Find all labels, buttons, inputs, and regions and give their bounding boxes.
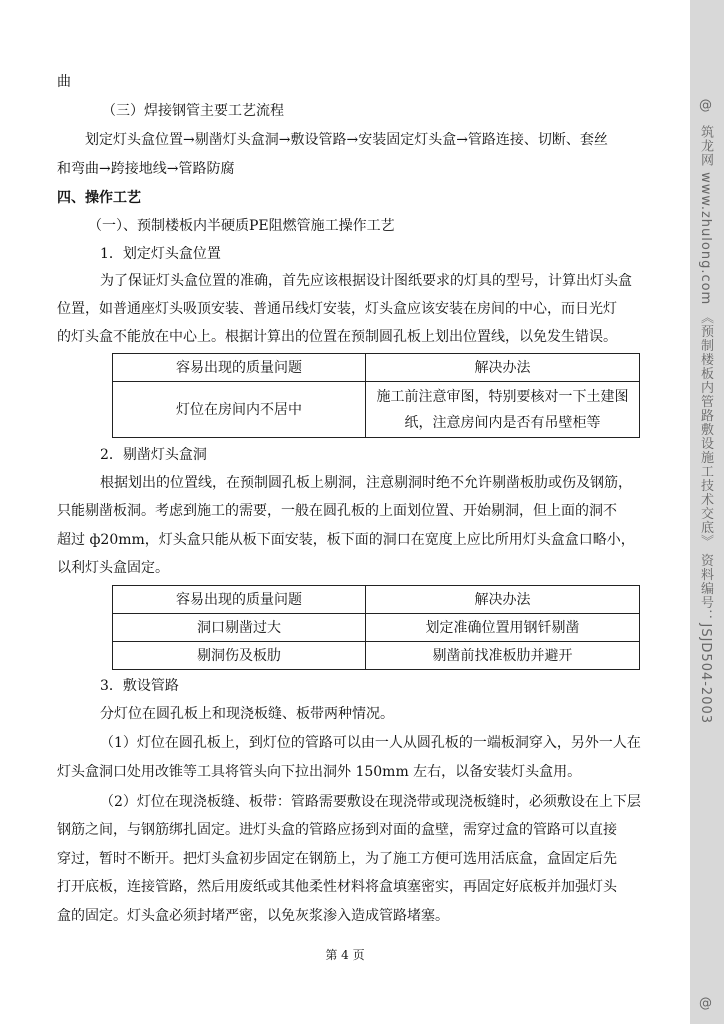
text-line: 灯头盒洞口处用改锥等工具将管头向下拉出洞外 150mm 左右，以备安装灯头盒用。 bbox=[57, 764, 582, 780]
table-cell bbox=[366, 382, 640, 438]
text-line: 钢筋之间，与钢筋绑扎固定。进灯头盒的管路应扬到对面的盒壁，需穿过盒的管路可以直接 bbox=[57, 822, 617, 838]
text-line: 穿过，暂时不断开。把灯头盒初步固定在钢筋上，为了施工方便可选用活底盒，盒固定后先 bbox=[57, 851, 617, 867]
text-line: 划定灯头盒位置→剔凿灯头盒洞→敷设管路→安装固定灯头盒→管路连接、切断、套丝 bbox=[85, 132, 608, 148]
section-heading: （一）、预制楼板内半硬质PE阻燃管施工操作工艺 bbox=[88, 218, 395, 234]
at-symbol: @ bbox=[699, 996, 712, 1011]
text-line: 打开底板，连接管路，然后用废纸或其他柔性材料将盒填塞密实，再固定好底板并加强灯头 bbox=[57, 879, 617, 895]
text-line: 曲 bbox=[57, 74, 71, 90]
table-cell: 剔凿前找准板肋并避开 bbox=[366, 642, 640, 670]
text-line: 和弯曲→跨接地线→管路防腐 bbox=[57, 161, 235, 177]
text-line: （2）灯位在现浇板缝、板带：管路需要敷设在现浇带或现浇板缝时，必须敷设在上下层 bbox=[100, 794, 641, 810]
table-row bbox=[113, 614, 640, 642]
text-line: 盒的固定。灯头盒必须封堵严密，以免灰浆渗入造成管路堵塞。 bbox=[57, 908, 449, 924]
table-cell-line: 施工前注意审图，特别要核对一下土建图 bbox=[376, 388, 629, 405]
subsection-heading: 2．剔凿灯头盒洞 bbox=[100, 447, 207, 463]
quality-table-2 bbox=[112, 585, 640, 670]
table-cell: 灯位在房间内不居中 bbox=[113, 382, 366, 438]
subsection-heading: 1．划定灯头盒位置 bbox=[100, 246, 221, 262]
sidebar-text: 筑龙网 www.zhulong.com 《预制楼板内管路敷设施工技术交底》 资料编号：JSJD504-2003 bbox=[698, 125, 713, 725]
text-line: 超过 ф20mm，灯头盒只能从板下面安装，板下面的洞口在宽度上应比所用灯头盒盒口略小， bbox=[57, 532, 635, 548]
chapter-heading: 四、操作工艺 bbox=[57, 190, 141, 206]
table-cell: 洞口剔凿过大 bbox=[113, 614, 366, 642]
table-header: 容易出现的质量问题 bbox=[113, 354, 366, 382]
table-cell: 剔洞伤及板肋 bbox=[113, 642, 366, 670]
table-cell: 划定准确位置用钢钎剔凿 bbox=[366, 614, 640, 642]
table-header: 解决办法 bbox=[366, 586, 640, 614]
text-line: 只能剔凿板洞。考虑到施工的需要，一般在圆孔板的上面划位置、开始剔洞，但上面的洞不 bbox=[57, 503, 617, 519]
table-row bbox=[113, 642, 640, 670]
table-cell-line: 纸，注意房间内是否有吊壁柜等 bbox=[404, 414, 601, 431]
text-line: 为了保证灯头盒位置的准确，首先应该根据设计图纸要求的灯具的型号，计算出灯头盒 bbox=[100, 273, 632, 289]
text-line: 位置，如普通座灯头吸顶安装、普通吊线灯安装，灯头盒应该安装在房间的中心，而日光灯 bbox=[57, 301, 617, 317]
table-header: 解决办法 bbox=[366, 354, 640, 382]
subsection-heading: 3．敷设管路 bbox=[100, 678, 179, 694]
text-line: 分灯位在圆孔板上和现浇板缝、板带两种情况。 bbox=[100, 706, 394, 722]
document-sidebar bbox=[690, 0, 724, 1024]
text-line: 以利灯头盒固定。 bbox=[57, 560, 169, 576]
table-header: 容易出现的质量问题 bbox=[113, 586, 366, 614]
text-line: （1）灯位在圆孔板上，到灯位的管路可以由一人从圆孔板的一端板洞穿入，另外一人在 bbox=[100, 735, 641, 751]
section-heading: （三）焊接钢管主要工艺流程 bbox=[102, 103, 284, 119]
text-line: 的灯头盒不能放在中心上。根据计算出的位置在预制圆孔板上划出位置线，以免发生错误。 bbox=[57, 329, 617, 345]
quality-table-1 bbox=[112, 353, 640, 438]
page-number: 第 4 页 bbox=[325, 948, 365, 962]
text-line: 根据划出的位置线，在预制圆孔板上剔洞，注意剔洞时绝不允许剔凿板肋或伤及钢筋， bbox=[100, 475, 632, 491]
at-symbol: @ bbox=[699, 98, 712, 113]
